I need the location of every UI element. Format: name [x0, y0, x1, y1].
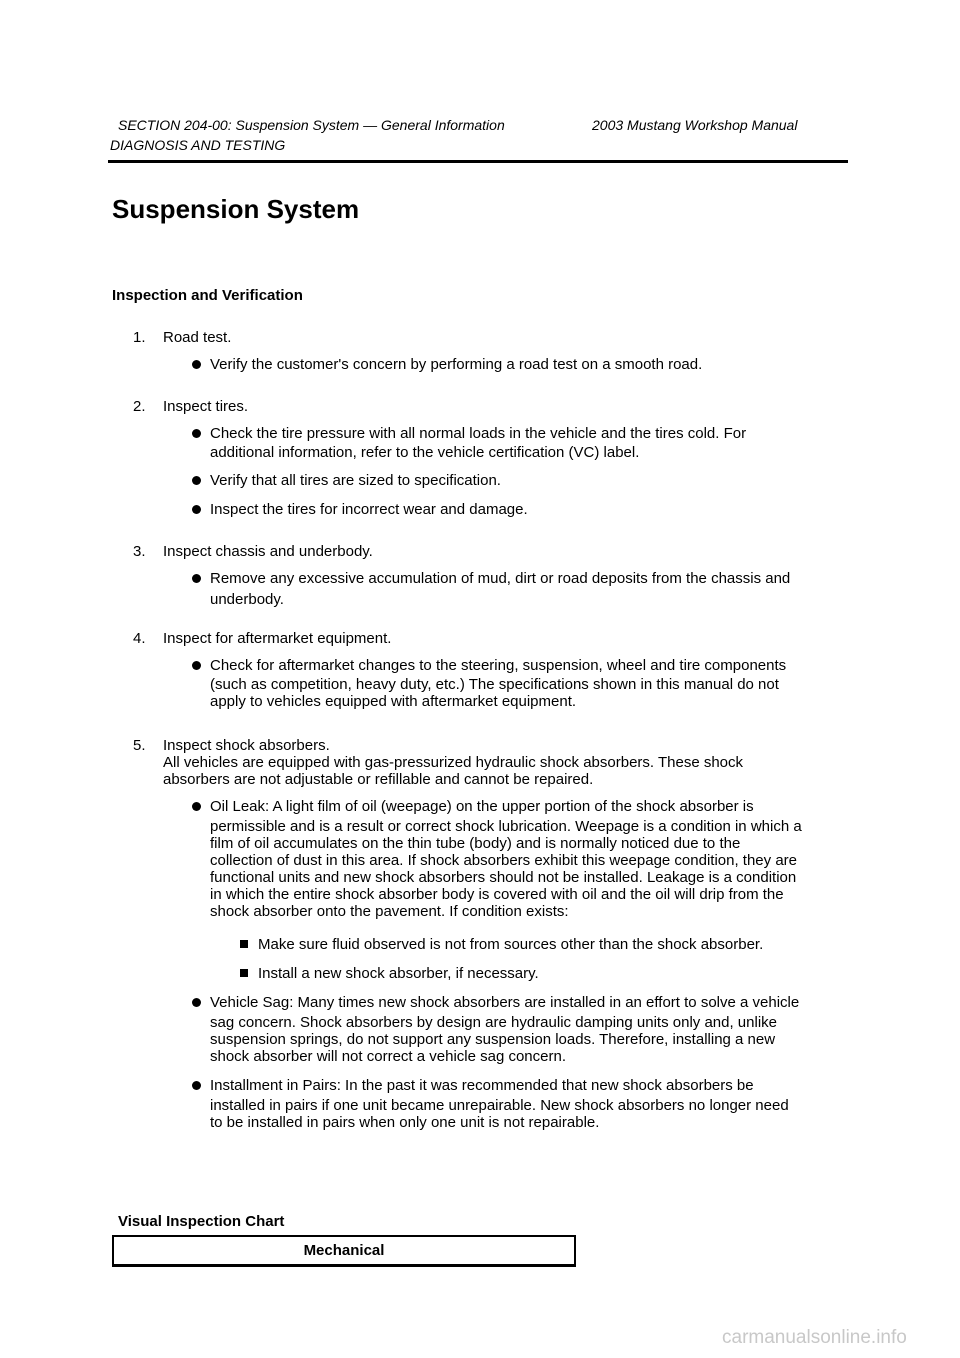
step-intro-line: absorbers are not adjustable or refillable and cannot be repaired.: [163, 771, 594, 788]
bullet-square-icon: [240, 969, 248, 977]
header-section-title: SECTION 204-00: Suspension System — General Information: [118, 117, 505, 133]
bullet-text-line: sag concern. Shock absorbers by design are hydraulic damping units only and, unlike: [210, 1014, 777, 1031]
step-title: Inspect tires.: [163, 398, 249, 415]
bullet-item: [210, 570, 790, 608]
sub-bullet-text: Install a new shock absorber, if necessary.: [258, 965, 539, 982]
bullet-text-line: Inspect the tires for incorrect wear and damage.: [210, 501, 528, 518]
bullet-text-line: Oil Leak: A light film of oil (weepage) on the upper portion of the shock absorber is: [210, 798, 754, 815]
bullet-item: [210, 1077, 789, 1131]
step-title: Inspect shock absorbers.: [163, 737, 330, 754]
bullet-dot-icon: [192, 1081, 201, 1090]
header-manual-title: 2003 Mustang Workshop Manual: [592, 117, 798, 133]
bullet-text-line: Installment in Pairs: In the past it was recommended that new shock absorbers be: [210, 1077, 754, 1094]
step-title: Road test.: [163, 329, 232, 346]
bullet-item: [210, 501, 528, 518]
sub-bullet-item: [258, 965, 539, 982]
bullet-item: [210, 356, 702, 373]
bullet-dot-icon: [192, 505, 201, 514]
sub-bullet-item: [258, 936, 763, 953]
bullet-text-line: additional information, refer to the vehicle certification (VC) label.: [210, 444, 640, 461]
bullet-text-line: film of oil accumulates on the thin tube (body) and is normally noticed due to the: [210, 835, 741, 852]
bullet-dot-icon: [192, 574, 201, 583]
sub-bullet-text: Make sure fluid observed is not from sources other than the shock absorber.: [258, 936, 764, 953]
bullet-dot-icon: [192, 661, 201, 670]
step-intro-line: All vehicles are equipped with gas-pressurized hydraulic shock absorbers. These shock: [163, 754, 744, 771]
bullet-text-line: suspension springs, do not support any suspension loads. Therefore, installing a new: [210, 1031, 776, 1048]
bullet-dot-icon: [192, 476, 201, 485]
step-number: 3.: [133, 543, 146, 560]
bullet-text-line: (such as competition, heavy duty, etc.) The specifications shown in this manual do not: [210, 676, 779, 693]
bullet-text-line: Vehicle Sag: Many times new shock absorbers are installed in an effort to solve a vehicle: [210, 994, 800, 1011]
chart-title: Visual Inspection Chart: [118, 1213, 285, 1230]
bullet-text-line: shock absorber will not correct a vehicle sag concern.: [210, 1048, 567, 1065]
step-title: Inspect chassis and underbody.: [163, 543, 373, 560]
step-title: Inspect for aftermarket equipment.: [163, 630, 392, 647]
step-number: 1.: [133, 329, 146, 346]
watermark: carmanualsonline.info: [722, 1327, 907, 1348]
bullet-item: [210, 425, 746, 461]
table-header-mechanical: Mechanical: [114, 1237, 574, 1267]
bullet-dot-icon: [192, 360, 201, 369]
bullet-text-line: Remove any excessive accumulation of mud, dirt or road deposits from the chassis and: [210, 570, 791, 587]
step-number: 4.: [133, 630, 146, 647]
bullet-text-line: Verify the customer's concern by performing a road test on a smooth road.: [210, 356, 703, 373]
bullet-dot-icon: [192, 802, 201, 811]
bullet-text-line: functional units and new shock absorbers should not be installed. Leakage is a condition: [210, 869, 797, 886]
bullet-item: [210, 472, 501, 489]
bullet-text-line: shock absorber onto the pavement. If condition exists:: [210, 903, 569, 920]
bullet-item: [210, 994, 799, 1065]
bullet-text-line: underbody.: [210, 591, 284, 608]
bullet-text-line: Check for aftermarket changes to the steering, suspension, wheel and tire components: [210, 657, 787, 674]
bullet-text-line: in which the entire shock absorber body is covered with oil and the oil will drip from the: [210, 886, 784, 903]
header-subsection: DIAGNOSIS AND TESTING: [110, 137, 286, 153]
section-heading: Inspection and Verification: [112, 287, 303, 304]
header-rule: [108, 160, 848, 163]
step-number: 2.: [133, 398, 146, 415]
bullet-text-line: collection of dust in this area. If shock absorbers exhibit this weepage condition, they are: [210, 852, 797, 869]
bullet-square-icon: [240, 940, 248, 948]
bullet-text-line: Check the tire pressure with all normal loads in the vehicle and the tires cold. For: [210, 425, 747, 442]
step-number: 5.: [133, 737, 146, 754]
bullet-dot-icon: [192, 998, 201, 1007]
bullet-item: [210, 657, 786, 710]
inspection-chart-table: [112, 1235, 576, 1267]
page-title: Suspension System: [112, 194, 360, 224]
bullet-text-line: permissible and is a result or correct shock lubrication. Weepage is a condition in which a: [210, 818, 802, 835]
bullet-text-line: apply to vehicles equipped with aftermarket equipment.: [210, 693, 577, 710]
bullet-item: [210, 798, 802, 920]
bullet-text-line: Verify that all tires are sized to specification.: [210, 472, 501, 489]
bullet-text-line: to be installed in pairs when only one unit is not repairable.: [210, 1114, 600, 1131]
bullet-text-line: installed in pairs if one unit became unrepairable. New shock absorbers no longer need: [210, 1097, 789, 1114]
bullet-dot-icon: [192, 429, 201, 438]
